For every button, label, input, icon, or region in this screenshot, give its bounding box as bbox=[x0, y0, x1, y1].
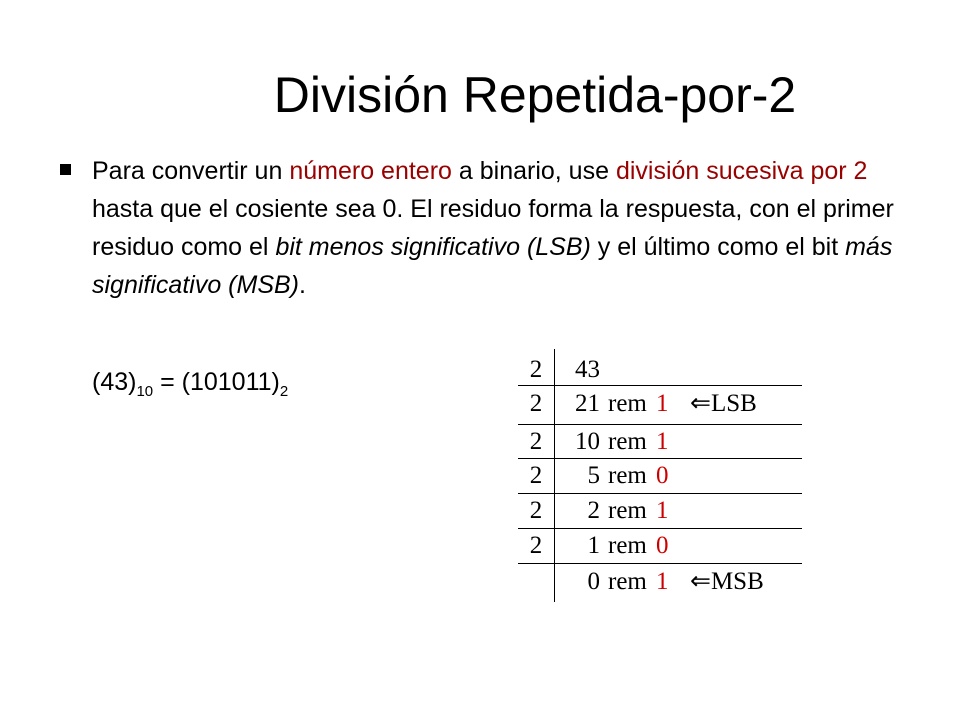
quotient-cell: 0 bbox=[587, 568, 600, 595]
slide-title: División Repetida-por-2 bbox=[273, 67, 797, 123]
rem-label-cell: rem bbox=[608, 390, 647, 417]
marker-cell: ⇐LSB bbox=[690, 390, 757, 417]
text-segment: a binario, use bbox=[451, 157, 616, 185]
equation-rhs: = (101011) bbox=[153, 368, 280, 396]
divisor-cell: 2 bbox=[529, 356, 543, 383]
division-table bbox=[510, 349, 802, 602]
text-segment: . bbox=[299, 271, 306, 299]
quotient-cell: 5 bbox=[587, 462, 600, 489]
rem-label-cell: rem bbox=[608, 462, 647, 489]
highlight-division-sucesiva: división sucesiva por 2 bbox=[615, 157, 868, 185]
text-segment: y el último como el bit bbox=[590, 233, 846, 261]
highlight-numero-entero: número entero bbox=[289, 157, 452, 185]
equation-lhs-base: 10 bbox=[136, 383, 154, 400]
division-row bbox=[510, 424, 802, 460]
italic-msb: más significativo (MSB) bbox=[92, 233, 893, 299]
marker-cell: ⇐MSB bbox=[690, 568, 764, 595]
divisor-cell: 2 bbox=[529, 462, 543, 489]
remainder-cell: 1 bbox=[656, 390, 669, 417]
rem-label-cell: rem bbox=[608, 428, 647, 455]
division-row bbox=[510, 493, 802, 529]
table-horizontal-rule bbox=[518, 563, 802, 564]
division-row bbox=[510, 352, 802, 388]
division-row bbox=[510, 458, 802, 494]
conversion-equation bbox=[92, 362, 288, 412]
table-horizontal-rule bbox=[518, 424, 802, 425]
text-segment: hasta que el cosiente sea 0. El residuo forma la respuesta, con el primer residuo como el bbox=[92, 195, 894, 261]
bullet-paragraph bbox=[92, 152, 912, 304]
remainder-cell: 1 bbox=[656, 568, 669, 595]
table-horizontal-rule bbox=[518, 493, 802, 494]
division-row bbox=[510, 386, 802, 422]
divisor-cell: 2 bbox=[529, 532, 543, 559]
quotient-cell: 10 bbox=[575, 428, 600, 455]
quotient-cell: 1 bbox=[587, 532, 600, 559]
division-row bbox=[510, 564, 802, 600]
italic-lsb: bit menos significativo (LSB) bbox=[275, 233, 591, 261]
quotient-cell: 43 bbox=[575, 356, 600, 383]
text-segment: Para convertir un bbox=[92, 157, 290, 185]
square-bullet-icon bbox=[60, 164, 71, 175]
equation-rhs-base: 2 bbox=[279, 383, 289, 400]
remainder-cell: 1 bbox=[656, 428, 669, 455]
divisor-cell: 2 bbox=[529, 497, 543, 524]
division-row bbox=[510, 528, 802, 564]
divisor-cell: 2 bbox=[529, 428, 543, 455]
equation-lhs: (43) bbox=[92, 368, 137, 396]
table-horizontal-rule bbox=[518, 458, 802, 459]
rem-label-cell: rem bbox=[608, 568, 647, 595]
table-horizontal-rule bbox=[518, 528, 802, 529]
table-horizontal-rule bbox=[518, 385, 802, 386]
rem-label-cell: rem bbox=[608, 497, 647, 524]
remainder-cell: 0 bbox=[656, 462, 669, 489]
remainder-cell: 0 bbox=[656, 532, 669, 559]
divisor-cell: 2 bbox=[529, 390, 543, 417]
remainder-cell: 1 bbox=[656, 497, 669, 524]
rem-label-cell: rem bbox=[608, 532, 647, 559]
quotient-cell: 21 bbox=[575, 390, 600, 417]
quotient-cell: 2 bbox=[587, 497, 600, 524]
